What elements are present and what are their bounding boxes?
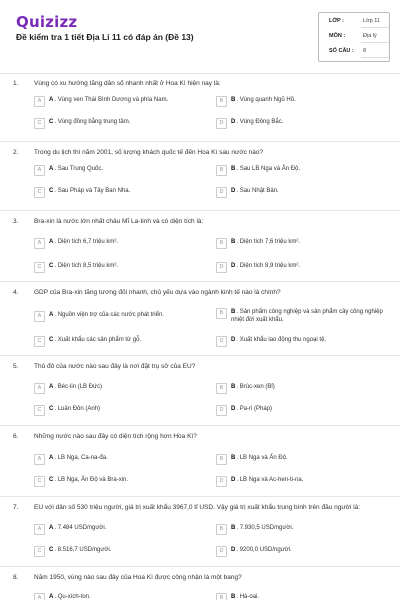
info-row-count — [329, 46, 389, 58]
option-letter: D — [231, 337, 236, 343]
option-badge: A — [34, 96, 45, 107]
option-label: Béc-lin (LB Đức) — [57, 384, 103, 390]
option-label: 7.484 USD/người. — [57, 525, 107, 531]
option-label: Vùng Đông Bắc. — [239, 119, 284, 125]
option-b[interactable] — [216, 236, 386, 251]
question-divider — [0, 141, 400, 142]
option-badge: A — [34, 383, 45, 394]
option-text: D. LB Nga và Ac-hen-ti-na. — [231, 477, 304, 483]
option-b[interactable] — [216, 522, 386, 537]
option-letter: B — [231, 166, 236, 172]
option-b[interactable] — [216, 306, 386, 326]
info-label: MÔN : — [329, 33, 346, 39]
option-label: Vùng đồng bằng trung tâm. — [57, 119, 131, 125]
option-text: C. Luân Đôn (Anh) — [49, 406, 101, 412]
option-text: D. Pa-ri (Pháp) — [231, 406, 273, 412]
question-text: Trong du lịch thì năm 2001, số lượng khách quốc tế đến Hoa Kì sau nước nào? — [34, 149, 264, 156]
option-badge: B — [216, 165, 227, 176]
question-text: Những nước nào sau đây có diện tích rộng hơn Hoa Kì? — [34, 433, 197, 440]
option-label: Vùng ven Thái Bình Dương và phía Nam. — [57, 97, 169, 103]
option-label: Sản phẩm công nghiệp và sản phẩm cây công nghiệp nhiệt đới xuất khẩu. — [231, 309, 383, 323]
option-text: C. LB Nga, Ấn Độ và Bra-xin. — [49, 477, 129, 483]
option-label: Sau Trung Quốc. — [57, 166, 104, 172]
option-label: Hà-oai. — [239, 594, 260, 600]
option-letter: B — [231, 455, 236, 461]
option-text: C. Vùng đồng bằng trung tâm. — [49, 119, 131, 125]
option-letter: A — [49, 166, 54, 172]
question-divider — [0, 210, 400, 211]
option-letter: A — [49, 455, 54, 461]
option-text: D. Vùng Đông Bắc. — [231, 119, 284, 125]
option-letter: D — [231, 263, 236, 269]
quizizz-logo: Quizizz — [16, 13, 78, 31]
option-c[interactable] — [34, 544, 204, 559]
option-letter: B — [231, 309, 236, 315]
option-text: A. Vùng ven Thái Bình Dương và phía Nam. — [49, 97, 169, 103]
option-b[interactable] — [216, 591, 386, 600]
option-label: Nguồn viện trợ của các nước phát triển. — [57, 312, 164, 318]
option-letter: C — [49, 119, 54, 125]
option-text: A. 7.484 USD/người. — [49, 525, 107, 531]
option-letter: B — [231, 97, 236, 103]
info-underline — [361, 57, 389, 58]
option-d[interactable] — [216, 403, 386, 418]
question-divider — [0, 281, 400, 282]
worksheet-info-box — [318, 12, 390, 62]
info-underline — [361, 27, 389, 28]
option-letter: B — [231, 239, 236, 245]
option-text: D. Sau Nhật Bản. — [231, 188, 279, 194]
question-number: 1. — [13, 80, 19, 87]
option-label: Diện tích 8,5 triệu km². — [57, 263, 119, 269]
option-c[interactable] — [34, 403, 204, 418]
option-badge: C — [34, 336, 45, 347]
question-divider — [0, 355, 400, 356]
option-text: A. Qu-xích-ton. — [49, 594, 91, 600]
option-text: A. Béc-lin (LB Đức) — [49, 384, 103, 390]
info-label: SỐ CÂU : — [329, 48, 354, 54]
option-label: Brúc-xen (Bỉ) — [239, 384, 275, 390]
question-number: 3. — [13, 218, 19, 225]
option-badge: A — [34, 524, 45, 535]
option-label: Diện tích 7,6 triệu km². — [239, 239, 301, 245]
option-badge: B — [216, 308, 227, 319]
option-d[interactable] — [216, 260, 386, 275]
option-c[interactable] — [34, 260, 204, 275]
option-text: B. Brúc-xen (Bỉ) — [231, 384, 275, 390]
info-value: 8 — [363, 48, 367, 54]
option-badge: A — [34, 593, 45, 600]
question-divider — [0, 496, 400, 497]
option-b[interactable] — [216, 381, 386, 396]
option-badge: D — [216, 262, 227, 273]
option-label: Diện tích 8,9 triệu km². — [239, 263, 301, 269]
option-badge: B — [216, 96, 227, 107]
option-badge: B — [216, 454, 227, 465]
option-text: B. LB Nga và Ấn Độ. — [231, 455, 288, 461]
option-badge: D — [216, 405, 227, 416]
question-number: 6. — [13, 433, 19, 440]
info-label: LỚP : — [329, 18, 344, 24]
option-text: B. Diện tích 7,6 triệu km². — [231, 239, 301, 245]
option-c[interactable] — [34, 474, 204, 489]
option-letter: A — [49, 239, 54, 245]
option-a[interactable] — [34, 591, 204, 600]
option-text: A. LB Nga, Ca-na-đa. — [49, 455, 108, 461]
info-value: Địa lý — [363, 33, 377, 39]
option-badge: A — [34, 454, 45, 465]
question-number: 4. — [13, 289, 19, 296]
option-a[interactable] — [34, 381, 204, 396]
option-letter: C — [49, 477, 54, 483]
option-label: Qu-xích-ton. — [57, 594, 91, 600]
option-label: LB Nga và Ấn Độ. — [239, 455, 288, 461]
question-divider — [0, 425, 400, 426]
option-badge: C — [34, 187, 45, 198]
option-label: 7.930,5 USD/người. — [239, 525, 294, 531]
option-a[interactable] — [34, 94, 204, 109]
option-label: 9200,0 USD/người. — [239, 547, 292, 553]
option-d[interactable] — [216, 474, 386, 489]
option-label: Diện tích 6,7 triệu km². — [57, 239, 119, 245]
option-text: B. Sản phẩm công nghiệp và sản phẩm cây công nghiệp nhiệt đới xuất khẩu. — [231, 309, 383, 323]
option-label: Pa-ri (Pháp) — [239, 406, 273, 412]
option-badge: D — [216, 476, 227, 487]
option-letter: C — [49, 188, 54, 194]
info-row-subject — [329, 31, 389, 43]
option-text: C. 8.516,7 USD/người. — [49, 547, 112, 553]
question-text: Bra-xin là nước lớn nhất châu Mĩ La-tinh và có diện tích là: — [34, 218, 204, 225]
option-b[interactable] — [216, 94, 386, 109]
option-text: B. Hà-oai. — [231, 594, 260, 600]
option-c[interactable] — [34, 185, 204, 200]
option-d[interactable] — [216, 116, 386, 131]
option-badge: A — [34, 165, 45, 176]
option-letter: A — [49, 384, 54, 390]
option-label: Sau Nhật Bản. — [239, 188, 279, 194]
option-label: Xuất khẩu lao động thu ngoại tệ. — [239, 337, 327, 343]
option-letter: B — [231, 384, 236, 390]
question-number: 5. — [13, 363, 19, 370]
worksheet-header — [0, 0, 400, 74]
option-badge: B — [216, 593, 227, 600]
option-text: A. Nguồn viện trợ của các nước phát triển. — [49, 312, 164, 318]
option-badge: B — [216, 524, 227, 535]
question-text: GDP của Bra-xin tăng tương đối nhanh, chủ yếu dựa vào ngành kinh tế nào là chính? — [34, 289, 281, 296]
option-badge: A — [34, 311, 45, 322]
option-badge: C — [34, 262, 45, 273]
option-d[interactable] — [216, 185, 386, 200]
worksheet-title: Đề kiểm tra 1 tiết Địa Lí 11 có đáp án (Đề 13) — [16, 32, 194, 42]
option-letter: B — [231, 594, 236, 600]
option-badge: C — [34, 476, 45, 487]
option-a[interactable] — [34, 309, 204, 324]
option-text: C. Xuất khẩu các sản phẩm từ gỗ. — [49, 337, 142, 343]
option-label: Sau LB Nga và Ấn Độ. — [239, 166, 301, 172]
question-number: 8. — [13, 574, 19, 581]
option-a[interactable] — [34, 522, 204, 537]
option-c[interactable] — [34, 334, 204, 349]
option-b[interactable] — [216, 163, 386, 178]
option-letter: C — [49, 406, 54, 412]
option-b[interactable] — [216, 452, 386, 467]
option-letter: A — [49, 594, 54, 600]
option-text: C. Sau Pháp và Tây Ban Nha. — [49, 188, 131, 194]
option-label: LB Nga và Ac-hen-ti-na. — [239, 477, 304, 483]
option-d[interactable] — [216, 334, 386, 349]
option-badge: D — [216, 118, 227, 129]
option-text: B. 7.930,5 USD/người. — [231, 525, 294, 531]
option-letter: C — [49, 547, 54, 553]
info-underline — [361, 42, 389, 43]
option-label: Xuất khẩu các sản phẩm từ gỗ. — [57, 337, 142, 343]
option-a[interactable] — [34, 452, 204, 467]
question-text: Năm 1950, vùng nào sau đây của Hoa Kì được công nhận là một bang? — [34, 574, 242, 581]
option-c[interactable] — [34, 116, 204, 131]
option-label: LB Nga, Ấn Độ và Bra-xin. — [57, 477, 129, 483]
option-text: B. Vùng quanh Ngũ Hồ. — [231, 97, 296, 103]
option-text: D. 9200,0 USD/người. — [231, 547, 292, 553]
option-badge: A — [34, 238, 45, 249]
option-letter: D — [231, 406, 236, 412]
option-letter: C — [49, 337, 54, 343]
question-divider — [0, 566, 400, 567]
question-text: Thủ đô của nước nào sau đây là nơi đặt trụ sở của EU? — [34, 363, 196, 370]
option-text: D. Diện tích 8,9 triệu km². — [231, 263, 301, 269]
option-a[interactable] — [34, 236, 204, 251]
option-badge: C — [34, 546, 45, 557]
option-text: B. Sau LB Nga và Ấn Độ. — [231, 166, 301, 172]
option-letter: B — [231, 525, 236, 531]
option-label: 8.516,7 USD/người. — [57, 547, 112, 553]
header-divider — [0, 73, 400, 74]
option-text: A. Diện tích 6,7 triệu km². — [49, 239, 119, 245]
option-letter: D — [231, 477, 236, 483]
option-d[interactable] — [216, 544, 386, 559]
option-badge: D — [216, 546, 227, 557]
option-a[interactable] — [34, 163, 204, 178]
question-number: 2. — [13, 149, 19, 156]
option-text: D. Xuất khẩu lao động thu ngoại tệ. — [231, 337, 327, 343]
option-letter: C — [49, 263, 54, 269]
option-letter: D — [231, 119, 236, 125]
option-badge: B — [216, 383, 227, 394]
option-letter: A — [49, 312, 54, 318]
option-badge: C — [34, 405, 45, 416]
option-badge: C — [34, 118, 45, 129]
question-text: Vùng có xu hướng tăng dân số nhanh nhất ở Hoa Kì hiện nay là: — [34, 80, 221, 87]
info-row-class — [329, 16, 389, 28]
option-badge: B — [216, 238, 227, 249]
option-label: Sau Pháp và Tây Ban Nha. — [57, 188, 131, 194]
info-value: Lớp 11 — [363, 18, 380, 24]
option-label: Luân Đôn (Anh) — [57, 406, 101, 412]
option-badge: D — [216, 187, 227, 198]
option-letter: A — [49, 525, 54, 531]
option-letter: D — [231, 547, 236, 553]
option-label: LB Nga, Ca-na-đa. — [57, 455, 108, 461]
option-letter: A — [49, 97, 54, 103]
option-text: C. Diện tích 8,5 triệu km². — [49, 263, 119, 269]
option-letter: D — [231, 188, 236, 194]
option-badge: D — [216, 336, 227, 347]
question-number: 7. — [13, 504, 19, 511]
question-text: EU với dân số 530 triệu người, giá trị xuất khẩu 3967,0 tỉ USD. Vậy giá trị xuất khẩu trung bình trên đầu người là: — [34, 504, 361, 511]
option-label: Vùng quanh Ngũ Hồ. — [239, 97, 296, 103]
option-text: A. Sau Trung Quốc. — [49, 166, 104, 172]
